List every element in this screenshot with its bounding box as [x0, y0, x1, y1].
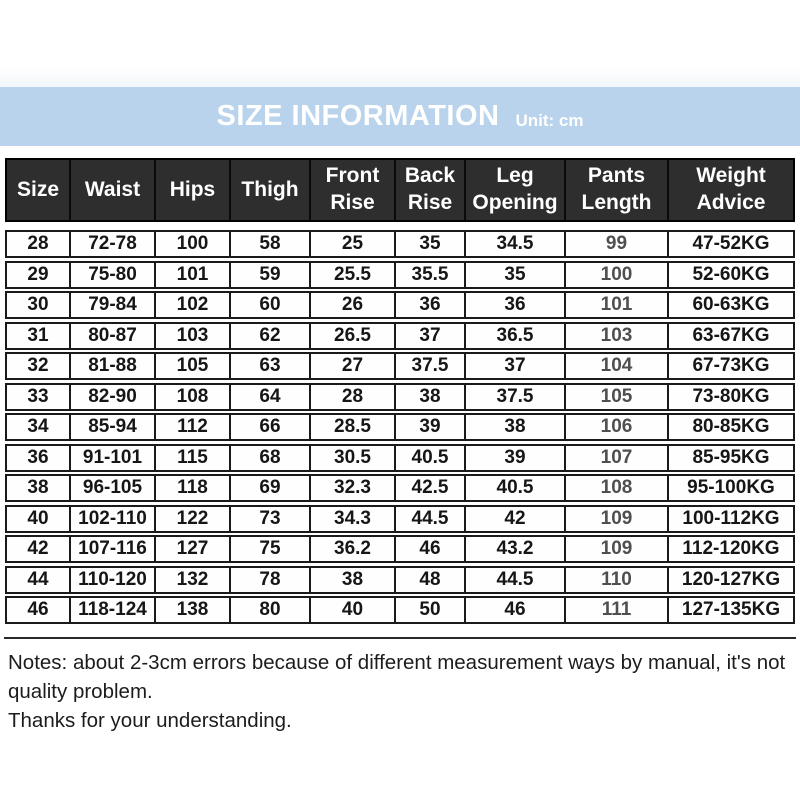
column-header-front-rise: Front Rise — [309, 160, 394, 220]
cell-back-rise: 40.5 — [394, 446, 464, 470]
cell-leg-opening: 42 — [464, 507, 564, 531]
cell-thigh: 58 — [229, 232, 309, 256]
cell-weight-advice: 60-63KG — [667, 293, 793, 317]
cell-front-rise: 25.5 — [309, 263, 394, 287]
cell-back-rise: 37 — [394, 324, 464, 348]
cell-waist: 72-78 — [69, 232, 154, 256]
table-row — [5, 505, 795, 533]
cell-front-rise: 26.5 — [309, 324, 394, 348]
cell-pants-length: 111 — [564, 598, 667, 622]
cell-back-rise: 36 — [394, 293, 464, 317]
cell-weight-advice: 67-73KG — [667, 354, 793, 378]
cell-weight-advice: 63-67KG — [667, 324, 793, 348]
cell-hips: 127 — [154, 537, 229, 561]
table-row — [5, 474, 795, 502]
cell-waist: 107-116 — [69, 537, 154, 561]
cell-back-rise: 37.5 — [394, 354, 464, 378]
cell-size: 29 — [27, 263, 49, 285]
table-row — [5, 566, 795, 594]
cell-size: 36 — [27, 446, 49, 468]
cell-waist: 81-88 — [69, 354, 154, 378]
table-row — [5, 261, 795, 289]
cell-back-rise: 35 — [394, 232, 464, 256]
cell-leg-opening: 36 — [464, 293, 564, 317]
cell-thigh: 64 — [229, 385, 309, 409]
cell-front-rise: 34.3 — [309, 507, 394, 531]
cell-back-rise: 48 — [394, 568, 464, 592]
table-row — [5, 291, 795, 319]
cell-front-rise: 28.5 — [309, 415, 394, 439]
column-header-pants-length: Pants Length — [564, 160, 667, 220]
cell-leg-opening: 43.2 — [464, 537, 564, 561]
cell-size: 42 — [27, 538, 49, 559]
column-header-thigh: Thigh — [229, 160, 309, 220]
cell-waist: 118-124 — [69, 598, 154, 622]
cell-leg-opening: 40.5 — [464, 476, 564, 500]
cell-thigh: 62 — [229, 324, 309, 348]
cell-weight-advice: 80-85KG — [667, 415, 793, 439]
cell-thigh: 59 — [229, 263, 309, 287]
cell-back-rise: 39 — [394, 415, 464, 439]
cell-thigh: 63 — [229, 354, 309, 378]
cell-leg-opening: 38 — [464, 415, 564, 439]
cell-hips: 103 — [154, 324, 229, 348]
table-row — [5, 535, 795, 563]
cell-size: 32 — [27, 355, 49, 376]
cell-pants-length: 107 — [564, 446, 667, 470]
cell-front-rise: 28 — [309, 385, 394, 409]
cell-hips: 115 — [154, 446, 229, 470]
cell-size: 33 — [27, 385, 49, 407]
cell-hips: 132 — [154, 568, 229, 592]
cell-pants-length: 108 — [564, 476, 667, 500]
cell-back-rise: 38 — [394, 385, 464, 409]
cell-leg-opening: 35 — [464, 263, 564, 287]
table-row — [5, 383, 795, 411]
cell-thigh: 78 — [229, 568, 309, 592]
cell-waist: 79-84 — [69, 293, 154, 317]
cell-waist: 82-90 — [69, 385, 154, 409]
cell-back-rise: 44.5 — [394, 507, 464, 531]
cell-hips: 112 — [154, 415, 229, 439]
cell-waist: 91-101 — [69, 446, 154, 470]
cell-weight-advice: 120-127KG — [667, 568, 793, 592]
column-header-waist: Waist — [69, 160, 154, 220]
cell-hips: 118 — [154, 476, 229, 500]
cell-front-rise: 25 — [309, 232, 394, 256]
cell-leg-opening: 46 — [464, 598, 564, 622]
cell-hips: 122 — [154, 507, 229, 531]
cell-weight-advice: 112-120KG — [667, 537, 793, 561]
notes-divider-line — [4, 637, 796, 639]
cell-leg-opening: 39 — [464, 446, 564, 470]
cell-waist: 102-110 — [69, 507, 154, 531]
cell-leg-opening: 37.5 — [464, 385, 564, 409]
cell-size: 30 — [27, 294, 49, 315]
cell-leg-opening: 37 — [464, 354, 564, 378]
cell-size: 28 — [27, 233, 49, 254]
column-header-back-rise: Back Rise — [394, 160, 464, 220]
thanks-text: Thanks for your understanding. — [8, 709, 292, 732]
cell-pants-length: 103 — [564, 324, 667, 348]
cell-pants-length: 101 — [564, 293, 667, 317]
cell-weight-advice: 52-60KG — [667, 263, 793, 287]
cell-thigh: 75 — [229, 537, 309, 561]
cell-front-rise: 36.2 — [309, 537, 394, 561]
cell-front-rise: 40 — [309, 598, 394, 622]
cell-leg-opening: 36.5 — [464, 324, 564, 348]
cell-thigh: 66 — [229, 415, 309, 439]
cell-back-rise: 42.5 — [394, 476, 464, 500]
cell-hips: 138 — [154, 598, 229, 622]
banner-title: SIZE INFORMATION — [216, 100, 500, 132]
cell-pants-length: 105 — [564, 385, 667, 409]
cell-pants-length: 104 — [564, 354, 667, 378]
cell-size: 40 — [27, 507, 49, 529]
cell-size: 38 — [27, 477, 49, 498]
column-header-leg-opening: Leg Opening — [464, 160, 564, 220]
table-row — [5, 444, 795, 472]
cell-waist: 85-94 — [69, 415, 154, 439]
size-table-header-row — [5, 158, 795, 222]
cell-weight-advice: 47-52KG — [667, 232, 793, 256]
cell-back-rise: 50 — [394, 598, 464, 622]
cell-waist: 110-120 — [69, 568, 154, 592]
cell-weight-advice: 73-80KG — [667, 385, 793, 409]
cell-pants-length: 109 — [564, 537, 667, 561]
cell-leg-opening: 44.5 — [464, 568, 564, 592]
cell-waist: 80-87 — [69, 324, 154, 348]
table-row — [5, 352, 795, 380]
cell-size: 31 — [27, 324, 49, 346]
cell-pants-length: 99 — [564, 232, 667, 256]
cell-waist: 75-80 — [69, 263, 154, 287]
cell-thigh: 60 — [229, 293, 309, 317]
cell-thigh: 73 — [229, 507, 309, 531]
cell-front-rise: 38 — [309, 568, 394, 592]
cell-front-rise: 27 — [309, 354, 394, 378]
cell-size: 46 — [27, 599, 49, 620]
cell-weight-advice: 95-100KG — [667, 476, 793, 500]
notes-text: Notes: about 2-3cm errors because of different measurement ways by manual, it's not quality problem. — [8, 651, 786, 703]
cell-pants-length: 109 — [564, 507, 667, 531]
cell-front-rise: 32.3 — [309, 476, 394, 500]
cell-size: 34 — [27, 416, 49, 437]
cell-weight-advice: 127-135KG — [667, 598, 793, 622]
cell-thigh: 69 — [229, 476, 309, 500]
cell-pants-length: 100 — [564, 263, 667, 287]
cell-hips: 102 — [154, 293, 229, 317]
size-table — [5, 158, 795, 624]
cell-leg-opening: 34.5 — [464, 232, 564, 256]
banner-unit-label: Unit: cm — [515, 110, 584, 130]
cell-thigh: 68 — [229, 446, 309, 470]
cell-waist: 96-105 — [69, 476, 154, 500]
notes-section — [8, 648, 792, 735]
table-row — [5, 322, 795, 350]
size-table-body — [5, 230, 795, 624]
cell-hips: 105 — [154, 354, 229, 378]
cell-weight-advice: 100-112KG — [667, 507, 793, 531]
cell-front-rise: 30.5 — [309, 446, 394, 470]
column-header-hips: Hips — [154, 160, 229, 220]
cell-hips: 101 — [154, 263, 229, 287]
cell-pants-length: 106 — [564, 415, 667, 439]
column-header-size: Size — [16, 177, 60, 201]
cell-front-rise: 26 — [309, 293, 394, 317]
table-row — [5, 596, 795, 624]
cell-hips: 100 — [154, 232, 229, 256]
cell-thigh: 80 — [229, 598, 309, 622]
size-info-banner — [0, 87, 800, 146]
cell-hips: 108 — [154, 385, 229, 409]
cell-back-rise: 46 — [394, 537, 464, 561]
top-whitespace — [0, 0, 800, 87]
cell-weight-advice: 85-95KG — [667, 446, 793, 470]
cell-back-rise: 35.5 — [394, 263, 464, 287]
column-header-weight-advice: Weight Advice — [667, 160, 793, 220]
cell-pants-length: 110 — [564, 568, 667, 592]
table-row — [5, 230, 795, 258]
table-row — [5, 413, 795, 441]
cell-size: 44 — [27, 568, 49, 590]
